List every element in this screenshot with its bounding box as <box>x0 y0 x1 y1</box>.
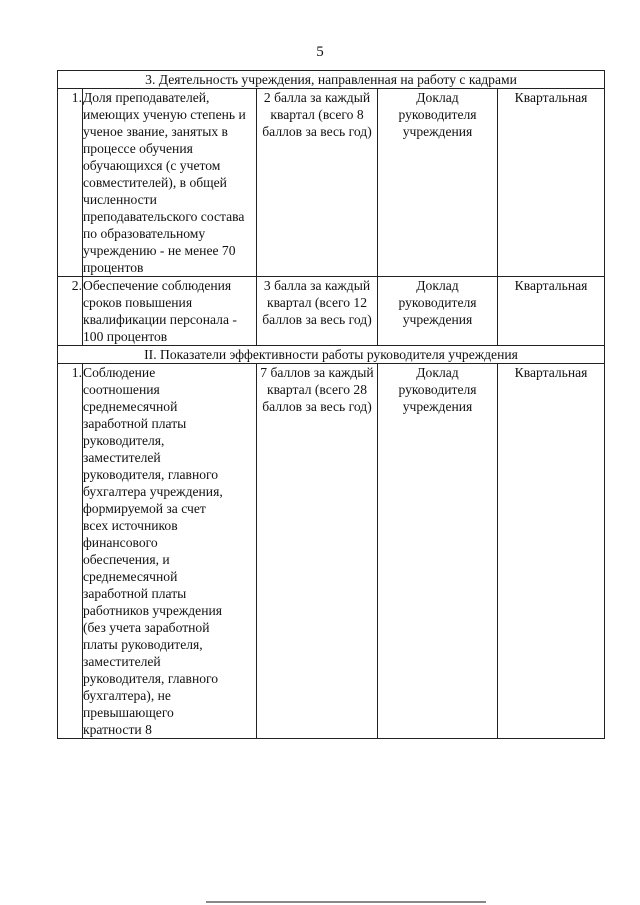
report-form: Доклад руководителя учреждения <box>378 89 498 277</box>
row-number: 1. <box>58 89 83 277</box>
report-form: Доклад руководителя учреждения <box>378 364 498 739</box>
scan-artifact-line <box>206 901 486 903</box>
row-number: 1. <box>58 364 83 739</box>
indicator-score: 3 балла за каждый квартал (всего 12 баллов за весь год) <box>257 277 378 346</box>
indicators-table <box>57 70 605 739</box>
reporting-period: Квартальная <box>498 277 605 346</box>
table-row <box>58 89 605 277</box>
description-text: Доля преподавателей, имеющих ученую степень и ученое звание, занятых в процессе обучения обучающихся (с учетом совместителей), в общей численности преподавательского состава по образовательному учреждению - не менее 70 процентов <box>83 90 246 275</box>
section-header-row <box>58 71 605 89</box>
indicator-description <box>83 277 257 346</box>
page-number: 5 <box>316 44 324 60</box>
indicator-description <box>83 364 257 739</box>
description-text: Обеспечение соблюдения сроков повышения квалификации персонала - 100 процентов <box>83 278 237 344</box>
indicator-score: 7 баллов за каждый квартал (всего 28 баллов за весь год) <box>257 364 378 739</box>
indicator-description <box>83 89 257 277</box>
section-title: II. Показатели эффективности работы руководителя учреждения <box>58 346 605 364</box>
report-form: Доклад руководителя учреждения <box>378 277 498 346</box>
section-header-row <box>58 346 605 364</box>
section-title: 3. Деятельность учреждения, направленная на работу с кадрами <box>58 71 605 89</box>
row-number: 2. <box>58 277 83 346</box>
indicator-score: 2 балла за каждый квартал (всего 8 баллов за весь год) <box>257 89 378 277</box>
description-text: Соблюдение соотношения среднемесячной заработной платы руководителя, заместителей руководителя, главного бухгалтера учреждения, формируемой за счет всех источников финансового обеспечения, и среднемесячной заработной платы работников учреждения (без учета заработной платы руководителя, заместителей руководителя, главного бухгалтера), не превышающего кратности 8 <box>83 365 223 737</box>
reporting-period: Квартальная <box>498 89 605 277</box>
reporting-period: Квартальная <box>498 364 605 739</box>
table-row <box>58 277 605 346</box>
table-row <box>58 364 605 739</box>
